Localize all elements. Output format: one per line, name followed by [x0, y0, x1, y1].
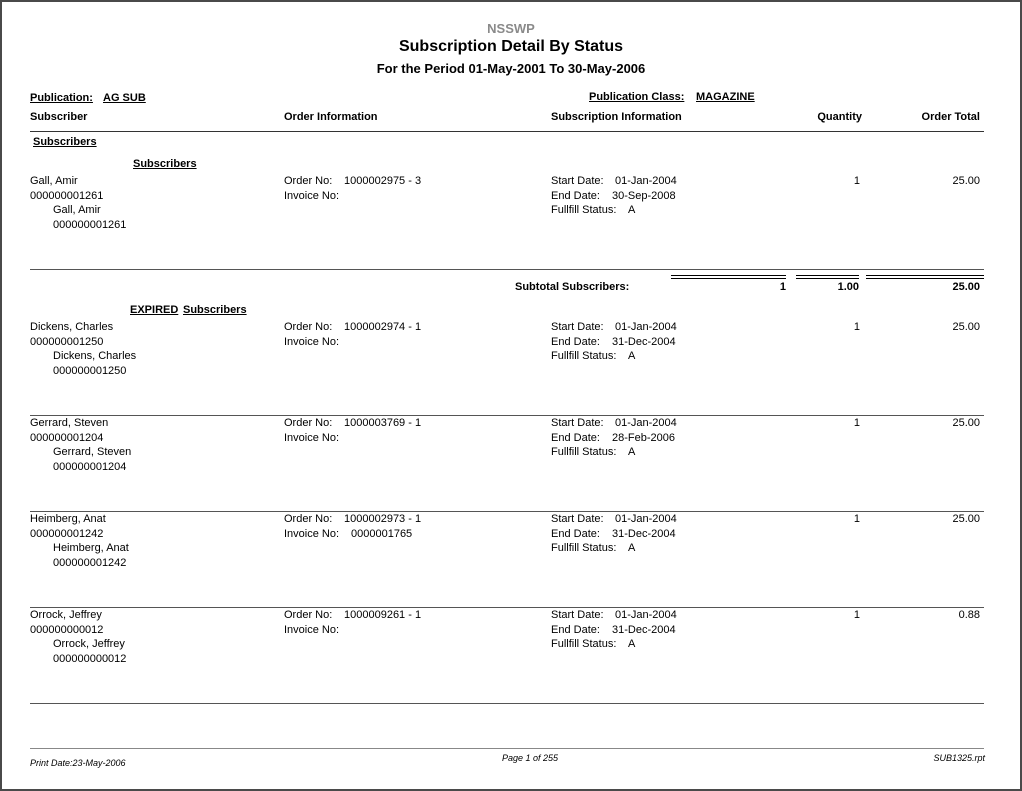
order-no-label: Order No: [284, 513, 333, 525]
print-date: Print Date:23-May-2006 [30, 758, 126, 768]
start-date-value: 01-Jan-2004 [615, 513, 677, 525]
report-period: For the Period 01-May-2001 To 30-May-2006 [376, 61, 646, 76]
report-file-name: SUB1325.rpt [933, 753, 985, 763]
organization-name: NSSWP [487, 21, 535, 36]
recipient-name: Gerrard, Steven [53, 446, 132, 458]
publication-class-label: Publication Class: [589, 91, 685, 103]
quantity-value: 1 [853, 609, 860, 621]
start-date-value: 01-Jan-2004 [615, 175, 677, 187]
recipient-name: Gall, Amir [53, 204, 101, 216]
recipient-id: 000000000012 [53, 653, 127, 665]
subtotal-label: Subtotal Subscribers: [515, 281, 630, 293]
order-total-value: 0.88 [958, 609, 980, 621]
fulfill-status-value: A [628, 542, 636, 554]
subscriber-id: 000000001204 [30, 432, 104, 444]
end-date-value: 31-Dec-2004 [612, 528, 676, 540]
page-number: Page 1 of 255 [501, 753, 559, 763]
order-no-value: 1000003769 - 1 [344, 417, 422, 429]
group-subheading-status: EXPIRED [130, 304, 179, 316]
recipient-name: Dickens, Charles [53, 350, 137, 362]
start-date-label: Start Date: [551, 513, 604, 525]
column-header-quantity: Quantity [817, 111, 862, 123]
subscriber-id: 000000001261 [30, 190, 104, 202]
end-date-label: End Date: [551, 190, 600, 202]
recipient-name: Orrock, Jeffrey [53, 638, 125, 650]
start-date-label: Start Date: [551, 321, 604, 333]
fulfill-status-value: A [628, 446, 636, 458]
order-total-value: 25.00 [952, 321, 980, 333]
group-subheading: Subscribers [183, 304, 247, 316]
order-no-value: 1000009261 - 1 [344, 609, 422, 621]
quantity-value: 1 [853, 175, 860, 187]
order-no-label: Order No: [284, 321, 333, 333]
end-date-label: End Date: [551, 528, 600, 540]
subscriber-name: Heimberg, Anat [30, 513, 106, 525]
subtotal-rule [796, 275, 859, 279]
invoice-no-label: Invoice No: [284, 528, 340, 540]
recipient-id: 000000001242 [53, 557, 127, 569]
invoice-no-label: Invoice No: [284, 624, 340, 636]
subscriber-name: Gall, Amir [30, 175, 78, 187]
publication-class-value: MAGAZINE [696, 91, 755, 103]
subscriber-id: 000000001250 [30, 336, 104, 348]
quantity-value: 1 [853, 321, 860, 333]
order-total-value: 25.00 [952, 417, 980, 429]
subscriber-name: Dickens, Charles [30, 321, 114, 333]
fulfill-status-value: A [628, 204, 636, 216]
end-date-label: End Date: [551, 432, 600, 444]
fulfill-status-label: Fullfill Status: [551, 350, 617, 362]
subtotal-rule [866, 275, 984, 279]
recipient-id: 000000001250 [53, 365, 127, 377]
column-header-order-information: Order Information [284, 111, 378, 123]
order-no-label: Order No: [284, 417, 333, 429]
subtotal-total: 25.00 [952, 281, 980, 293]
header-divider [30, 131, 984, 132]
end-date-value: 28-Feb-2006 [612, 432, 675, 444]
record-divider [30, 607, 984, 608]
invoice-no-label: Invoice No: [284, 190, 340, 202]
quantity-value: 1 [853, 513, 860, 525]
fulfill-status-value: A [628, 350, 636, 362]
subtotal-rule [671, 275, 786, 279]
order-total-value: 25.00 [952, 175, 980, 187]
order-no-label: Order No: [284, 175, 333, 187]
recipient-name: Heimberg, Anat [53, 542, 129, 554]
column-header-order-total: Order Total [921, 111, 980, 123]
order-no-label: Order No: [284, 609, 333, 621]
group-heading: Subscribers [33, 136, 97, 148]
end-date-value: 31-Dec-2004 [612, 336, 676, 348]
fulfill-status-label: Fullfill Status: [551, 638, 617, 650]
end-date-label: End Date: [551, 336, 600, 348]
start-date-value: 01-Jan-2004 [615, 321, 677, 333]
record-divider [30, 269, 984, 270]
subscriber-name: Orrock, Jeffrey [30, 609, 102, 621]
end-date-value: 30-Sep-2008 [612, 190, 676, 202]
group-subheading: Subscribers [133, 158, 197, 170]
end-date-value: 31-Dec-2004 [612, 624, 676, 636]
invoice-no-label: Invoice No: [284, 432, 340, 444]
start-date-label: Start Date: [551, 175, 604, 187]
subscriber-id: 000000000012 [30, 624, 104, 636]
recipient-id: 000000001204 [53, 461, 127, 473]
start-date-value: 01-Jan-2004 [615, 609, 677, 621]
quantity-value: 1 [853, 417, 860, 429]
order-no-value: 1000002974 - 1 [344, 321, 422, 333]
fulfill-status-label: Fullfill Status: [551, 542, 617, 554]
end-date-label: End Date: [551, 624, 600, 636]
invoice-no-value: 0000001765 [351, 528, 413, 540]
order-no-value: 1000002975 - 3 [344, 175, 422, 187]
fulfill-status-value: A [628, 638, 636, 650]
subscriber-name: Gerrard, Steven [30, 417, 109, 429]
record-divider [30, 415, 984, 416]
start-date-label: Start Date: [551, 417, 604, 429]
subtotal-quantity: 1.00 [837, 281, 859, 293]
fulfill-status-label: Fullfill Status: [551, 204, 617, 216]
start-date-value: 01-Jan-2004 [615, 417, 677, 429]
fulfill-status-label: Fullfill Status: [551, 446, 617, 458]
invoice-no-label: Invoice No: [284, 336, 340, 348]
order-total-value: 25.00 [952, 513, 980, 525]
subtotal-count: 1 [779, 281, 786, 293]
publication-label: Publication: [30, 92, 93, 104]
column-header-subscriber: Subscriber [30, 111, 88, 123]
start-date-label: Start Date: [551, 609, 604, 621]
report-title: Subscription Detail By Status [398, 38, 624, 55]
recipient-id: 000000001261 [53, 219, 127, 231]
record-divider [30, 511, 984, 512]
column-header-subscription-information: Subscription Information [551, 111, 682, 123]
footer-divider [30, 748, 984, 749]
order-no-value: 1000002973 - 1 [344, 513, 422, 525]
subscriber-id: 000000001242 [30, 528, 104, 540]
record-divider [30, 703, 984, 704]
publication-value: AG SUB [103, 92, 146, 104]
